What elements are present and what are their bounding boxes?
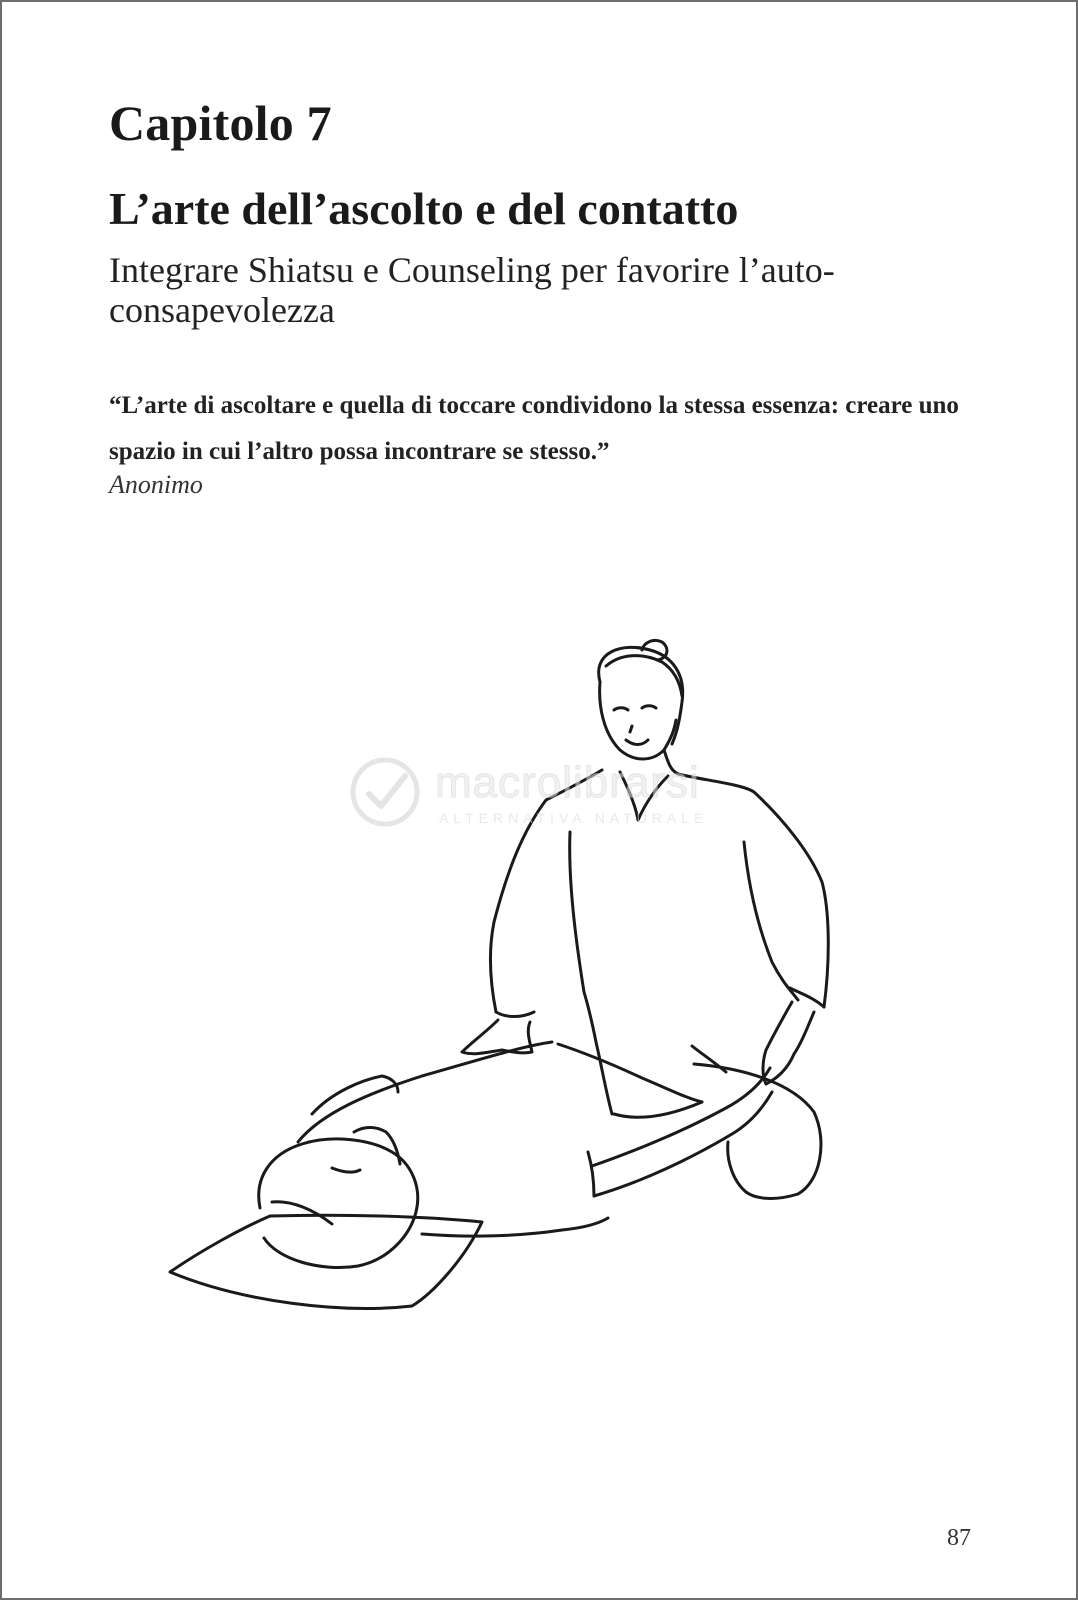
practitioner-head <box>599 640 683 759</box>
chapter-number: Capitolo 7 <box>109 95 332 151</box>
watermark-brand: macrolibrarsi <box>435 758 700 807</box>
receiver-body <box>170 1042 772 1308</box>
watermark-tagline: ALTERNATIVA NATURALE <box>439 810 709 826</box>
shiatsu-illustration <box>152 622 852 1322</box>
epigraph-quote: “L’arte di ascoltare e quella di toccare condividono la stessa essenza: creare uno spazio in cui l’altro possa incontrare se stesso.” <box>109 392 959 465</box>
watermark <box>347 754 747 844</box>
chapter-subtitle: Integrare Shiatsu e Counseling per favorire l’auto-consapevolezza <box>109 250 835 330</box>
watermark-logo-icon <box>347 754 423 830</box>
epigraph-author: Anonimo <box>109 470 203 499</box>
chapter-title: L’arte dell’ascolto e del contatto <box>109 183 739 234</box>
page-number: 87 <box>947 1525 971 1551</box>
